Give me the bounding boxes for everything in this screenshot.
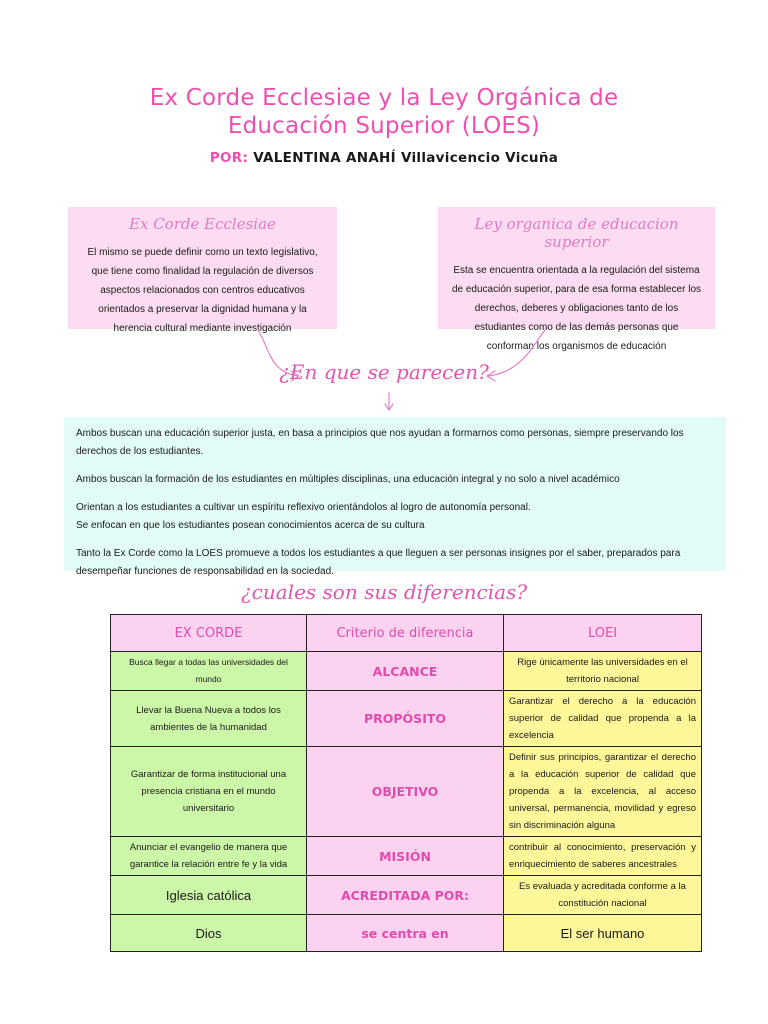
- criterion-cell: ALCANCE: [307, 652, 504, 691]
- criterion-cell: PROPÓSITO: [307, 691, 504, 747]
- criterion-cell: OBJETIVO: [307, 747, 504, 837]
- question-similarities: ¿En que se parecen?: [279, 360, 489, 384]
- author-label: POR:: [209, 150, 249, 166]
- ex-corde-definition-box: [68, 207, 337, 334]
- ex-corde-heading: Ex Corde Ecclesiae: [129, 215, 276, 233]
- ex-corde-cell: Anunciar el evangelio de manera que garantice la relación entre fe y la vida: [111, 837, 307, 876]
- similarity-item: Ambos buscan la formación de los estudiantes en múltiples disciplinas, una educación integral y no solo a nivel académico: [76, 474, 620, 485]
- similarity-item: Se enfocan en que los estudiantes posean conocimientos acerca de su cultura: [76, 520, 425, 531]
- criterion-cell: ACREDITADA POR:: [307, 876, 504, 915]
- similarity-item: Ambos buscan una educación superior justa, en basa a principios que nos ayudan a formarnos como personas, siempre preservando los derechos de los estudiantes.: [76, 428, 684, 457]
- loei-cell: Definir sus principios, garantizar el derecho a la educación superior de calidad que propenda a la excelencia, al acceso universal, permanencia, movilidad y egreso sin discriminación alguna: [504, 747, 702, 837]
- loei-cell: Rige únicamente las universidades en el territorio nacional: [504, 652, 702, 691]
- loes-heading: Ley organica de educacion superior: [474, 215, 679, 251]
- similarity-item: Orientan a los estudiantes a cultivar un espíritu reflexivo orientándolos al logro de autonomía personal.: [76, 502, 531, 513]
- ex-corde-cell: Llevar la Buena Nueva a todos los ambientes de la humanidad: [111, 691, 307, 747]
- table-header-row: [111, 615, 702, 652]
- ex-corde-cell: Dios: [111, 915, 307, 952]
- document-title: [0, 84, 768, 140]
- similarity-item: Tanto la Ex Corde como la LOES promueve a todos los estudiantes a que lleguen a ser personas insignes por el saber, preparados para desempeñar funciones de responsabilidad en la sociedad.: [76, 548, 681, 577]
- similarities-box: [64, 417, 726, 577]
- table-row: [111, 747, 702, 837]
- ex-corde-cell: Iglesia católica: [111, 876, 307, 915]
- loes-definition-box: [438, 207, 715, 352]
- header-loei: LOEI: [504, 615, 702, 652]
- header-ex-corde: EX CORDE: [111, 615, 307, 652]
- table-row: [111, 837, 702, 876]
- loei-cell: El ser humano: [504, 915, 702, 952]
- loes-definition: Esta se encuentra orientada a la regulación del sistema de educación superior, para de esa forma establecer los derechos, deberes y obligaciones tanto de los estudiantes como de las demás personas que conforman los organismos de educación: [451, 265, 702, 352]
- comparison-table: [110, 614, 702, 952]
- title-line-1: Ex Corde Ecclesiae y la Ley Orgánica de: [149, 85, 619, 111]
- header-criterion: Criterio de diferencia: [307, 615, 504, 652]
- criterion-cell: se centra en: [307, 915, 504, 952]
- author-name: VALENTINA ANAHÍ Villavicencio Vicuña: [253, 150, 559, 166]
- ex-corde-cell: Garantizar de forma institucional una presencia cristiana en el mundo universitario: [111, 747, 307, 837]
- loei-cell: Garantizar el derecho a la educación superior de calidad que propenda a la excelencia: [504, 691, 702, 747]
- title-line-2: Educación Superior (LOES): [227, 113, 541, 139]
- criterion-cell: MISIÓN: [307, 837, 504, 876]
- ex-corde-definition: El mismo se puede definir como un texto legislativo, que tiene como finalidad la regulación de diversos aspectos relacionados con centros educativos orientados a preservar la dignidad humana y la herencia cultural mediante investigación: [87, 247, 318, 334]
- loei-cell: contribuir al conocimiento, preservación y enriquecimiento de saberes ancestrales: [504, 837, 702, 876]
- down-arrow-head: [385, 404, 393, 410]
- table-row: [111, 691, 702, 747]
- question-differences: ¿cuales son sus diferencias?: [240, 580, 528, 604]
- table-row: [111, 876, 702, 915]
- table-row: [111, 915, 702, 952]
- loei-cell: Es evaluada y acreditada conforme a la constitución nacional: [504, 876, 702, 915]
- ex-corde-cell: Busca llegar a todas las universidades del mundo: [111, 652, 307, 691]
- table-row: [111, 652, 702, 691]
- author-line: [0, 150, 768, 166]
